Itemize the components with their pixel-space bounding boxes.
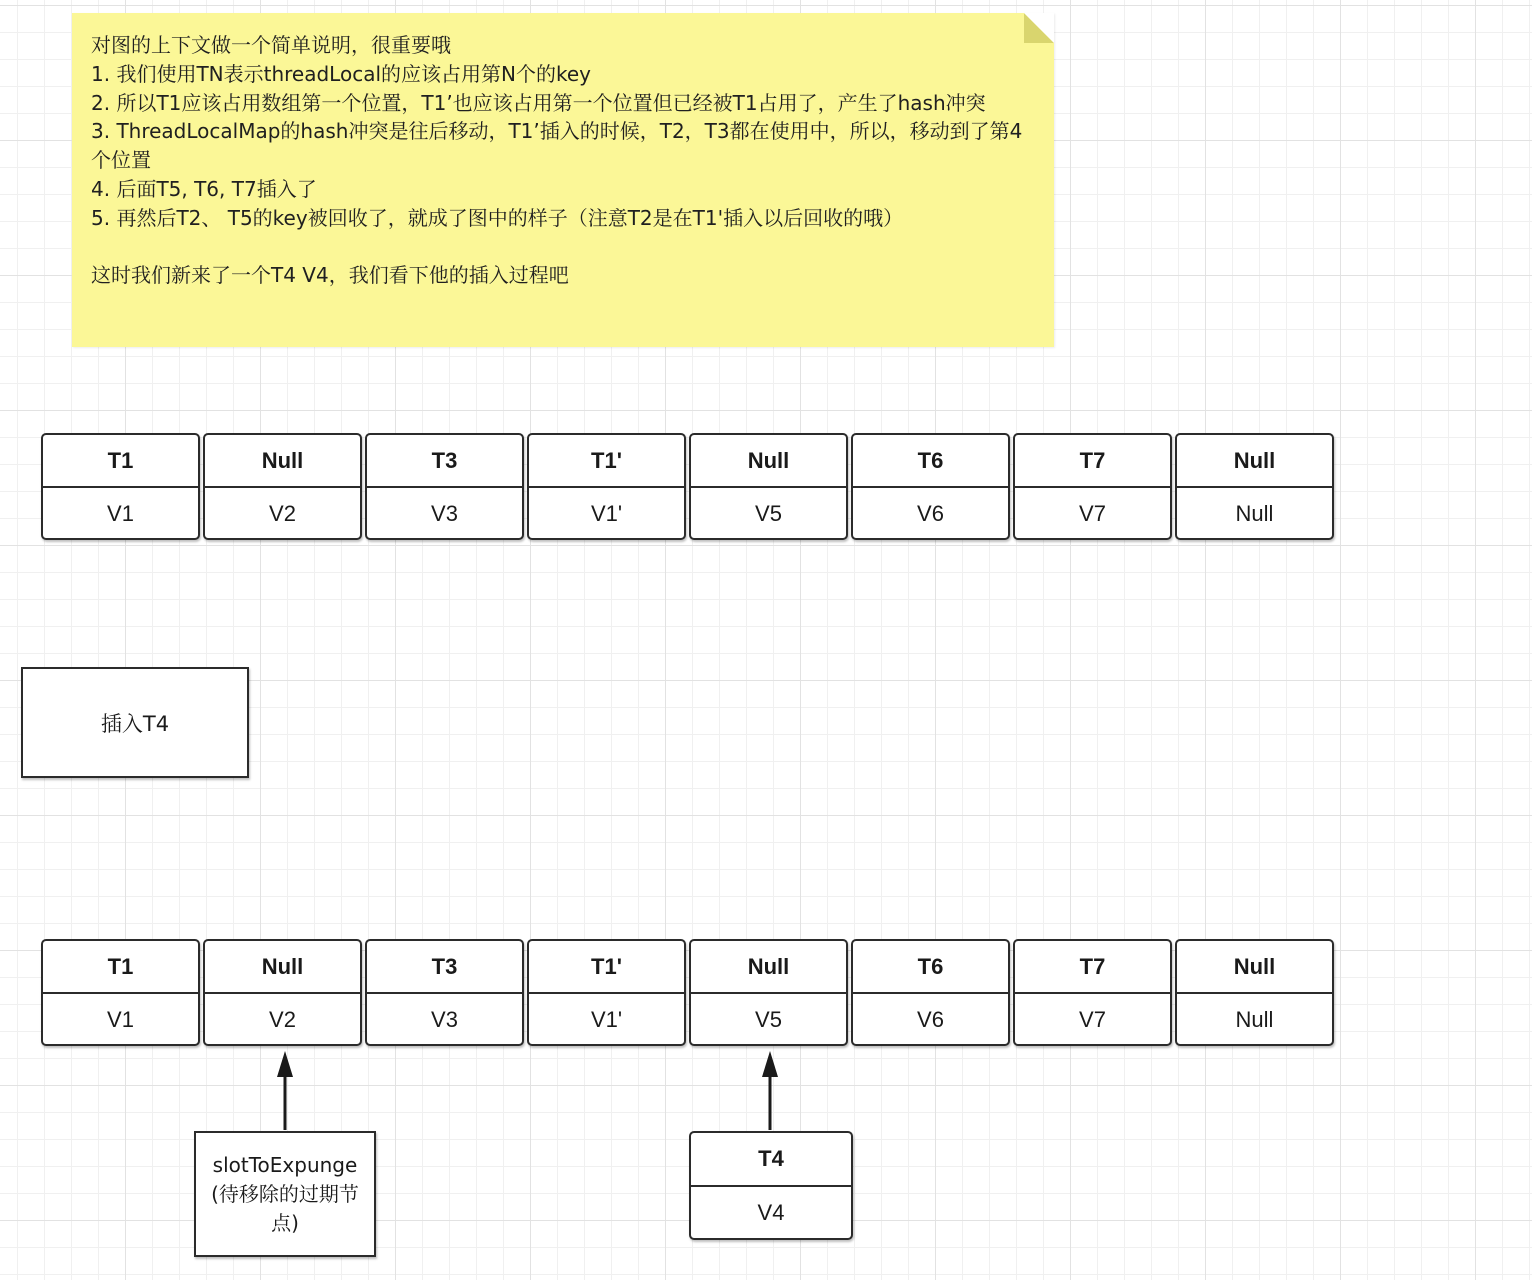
cell-key: T7	[1015, 941, 1170, 994]
cell-value: Null	[1235, 501, 1274, 526]
context-note	[72, 13, 1054, 347]
array-cell	[1175, 433, 1334, 540]
note-line-blank	[91, 233, 1036, 262]
expunge-arrow	[277, 1051, 293, 1130]
note-line-4: 4. 后面T5, T6, T7插入了	[91, 176, 317, 201]
cell-value: V7	[1079, 501, 1106, 526]
cell-key: Null	[1177, 941, 1332, 994]
array-cell	[365, 939, 524, 1046]
entry-key: T4	[691, 1133, 851, 1187]
note-line-5: 5. 再然后T2、 T5的key被回收了，就成了图中的样子（注意T2是在T1'插入以后回收的哦）	[91, 205, 904, 230]
cell-key: T6	[853, 435, 1008, 488]
cell-key: T1'	[529, 941, 684, 994]
cell-value: V1'	[590, 501, 623, 526]
array-cell	[527, 433, 686, 540]
array-cell	[203, 433, 362, 540]
array-cell	[1013, 433, 1172, 540]
cell-value: V5	[755, 1007, 782, 1032]
note-line-1: 1. 我们使用TN表示threadLocal的应该占用第N个的key	[91, 61, 591, 86]
cell-value: V2	[269, 1007, 296, 1032]
cell-key: Null	[205, 941, 360, 994]
note-line-conclusion: 这时我们新来了一个T4 V4，我们看下他的插入过程吧	[91, 263, 569, 288]
cell-value: V5	[755, 501, 782, 526]
cell-key: T3	[367, 941, 522, 994]
cell-value: V3	[431, 501, 458, 526]
cell-key: T7	[1015, 435, 1170, 488]
cell-value: V6	[917, 501, 944, 526]
insert-t4-step-box	[21, 667, 249, 778]
slot-to-expunge-label: slotToExpunge(待移除的过期节点)	[211, 1152, 359, 1235]
array-cell	[851, 433, 1010, 540]
cell-key: T1'	[529, 435, 684, 488]
insert-t4-label: 插入T4	[100, 711, 170, 736]
array-cell	[41, 433, 200, 540]
array-during-insert	[41, 939, 1339, 1049]
note-text	[91, 31, 1036, 290]
cell-value: V1	[107, 1007, 134, 1032]
slot-to-expunge-box	[194, 1131, 376, 1257]
array-cell	[41, 939, 200, 1046]
cell-key: Null	[1177, 435, 1332, 488]
note-line-2: 2. 所以T1应该占用数组第一个位置，T1’也应该占用第一个位置但已经被T1占用了，产生了hash冲突	[91, 90, 986, 115]
array-cell	[689, 939, 848, 1046]
note-line-heading: 对图的上下文做一个简单说明，很重要哦	[91, 33, 451, 57]
cell-key: Null	[691, 941, 846, 994]
cell-value: V3	[431, 1007, 458, 1032]
cell-value: Null	[1235, 1007, 1274, 1032]
cell-value: V1'	[590, 1007, 623, 1032]
cell-value: V2	[269, 501, 296, 526]
array-cell	[689, 433, 848, 540]
cell-key: Null	[691, 435, 846, 488]
entry-value: V4	[757, 1200, 785, 1225]
cell-key: Null	[205, 435, 360, 488]
cell-key: T3	[367, 435, 522, 488]
note-line-3: 3. ThreadLocalMap的hash冲突是往后移动，T1’插入的时候，T2，T3都在使用中，所以，移动到了第4个位置	[91, 119, 1023, 173]
array-cell	[1175, 939, 1334, 1046]
array-cell	[365, 433, 524, 540]
array-before-insert	[41, 433, 1339, 543]
array-cell	[203, 939, 362, 1046]
array-cell	[527, 939, 686, 1046]
cell-value: V1	[107, 501, 134, 526]
cell-key: T1	[43, 941, 198, 994]
cell-key: T6	[853, 941, 1008, 994]
cell-value: V6	[917, 1007, 944, 1032]
t4-arrow	[762, 1051, 778, 1130]
cell-value: V7	[1079, 1007, 1106, 1032]
array-cell	[1013, 939, 1172, 1046]
array-cell	[851, 939, 1010, 1046]
cell-key: T1	[43, 435, 198, 488]
new-entry-t4	[689, 1131, 853, 1240]
